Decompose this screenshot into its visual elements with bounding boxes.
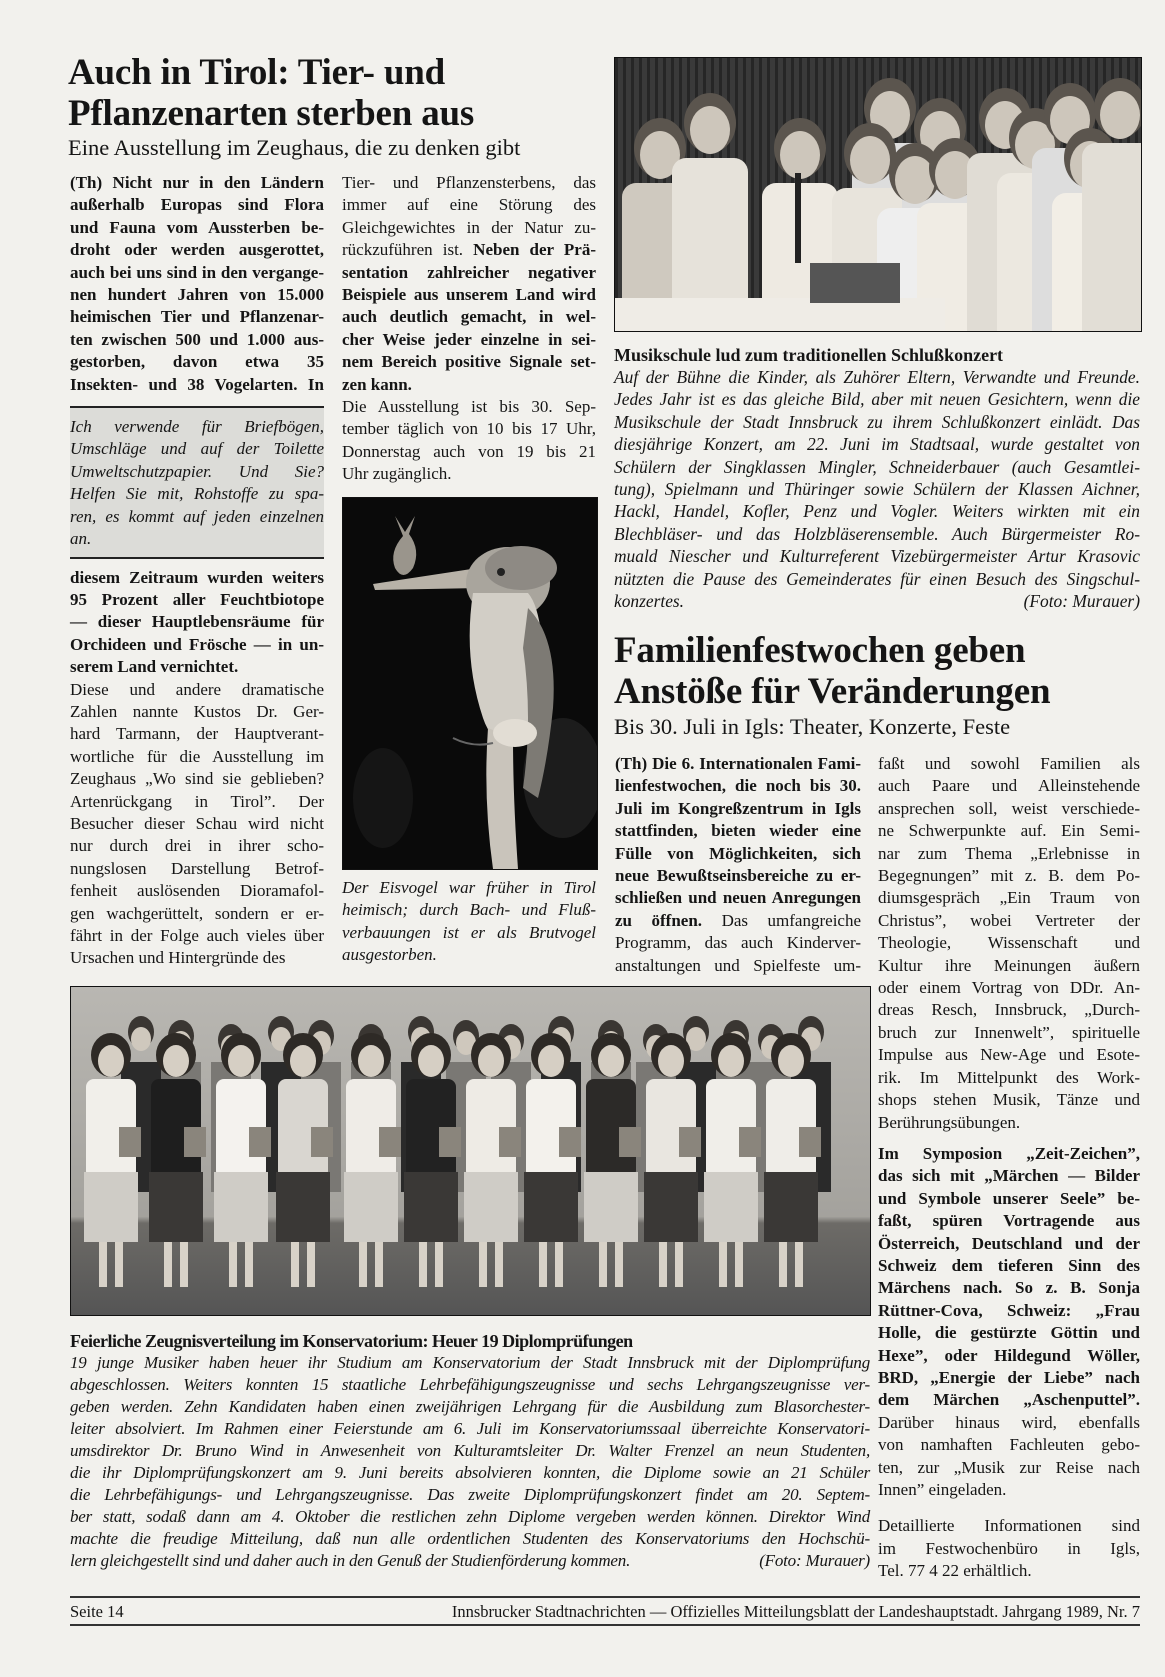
- text-line: [70, 351, 324, 373]
- text-segment: zen kann.: [342, 374, 412, 394]
- choir-caption-last-line: [614, 590, 1140, 612]
- text-line: [70, 903, 324, 925]
- text-segment: auch deutlich gemacht, in wel-: [342, 307, 596, 327]
- diploma: [184, 1127, 206, 1157]
- text-line: [878, 1300, 1140, 1322]
- text-segment: anstaltungen und Spielfeste um-: [615, 955, 861, 975]
- kingfisher-photo: [342, 497, 598, 870]
- article2-column-2: [878, 753, 1140, 1583]
- text-segment: Umweltschutzpapier. Und Sie?: [70, 461, 324, 481]
- text-line: [615, 887, 861, 909]
- text-line: [70, 835, 324, 857]
- text-line: [70, 194, 324, 216]
- text-line: [70, 172, 324, 194]
- text-line: [70, 791, 324, 813]
- page-number: Seite 14: [70, 1602, 124, 1621]
- text-segment: ansprechen soll, weist verschiede-: [878, 798, 1140, 818]
- text-segment: wortliche für die Ausstellung im: [70, 746, 324, 766]
- text-line: [70, 567, 324, 589]
- article1-title-line-1: Auch in Tirol: Tier- und: [68, 52, 445, 93]
- text-line: [70, 701, 324, 723]
- text-segment: diesem Zeitraum wurden weiters: [70, 567, 324, 587]
- photo-credit: (Foto: Murauer): [1023, 591, 1140, 612]
- text-line: [878, 1089, 1140, 1111]
- text-segment: serem Land vernichtet.: [70, 657, 239, 677]
- text-segment: und Fauna vom Aussterben be-: [70, 217, 324, 237]
- text-line: [70, 880, 324, 902]
- text-line: [615, 775, 861, 797]
- text-line: [342, 463, 596, 485]
- text-line: [614, 568, 1140, 590]
- text-line: [70, 723, 324, 745]
- text-segment: immer auf eine Störung des: [342, 195, 596, 215]
- text-segment: schließen und neuen Anregungen: [615, 888, 861, 908]
- text-segment: Holle, die gestürzte Göttin und: [878, 1323, 1140, 1343]
- text-line: [878, 820, 1140, 842]
- article1-subtitle: Eine Ausstellung im Zeughaus, die zu denken gibt: [68, 135, 521, 160]
- text-line: [70, 1374, 870, 1396]
- diploma: [249, 1127, 271, 1157]
- article2-symposion: [878, 1143, 1140, 1412]
- text-line: [342, 899, 596, 921]
- text-segment: ne Schwerpunkte auf. Ein Semi-: [878, 821, 1140, 841]
- kingfisher-image: [343, 498, 597, 869]
- article2-header: [614, 630, 1050, 740]
- text-segment: Schülern der Singklassen Mingler, Schneiderbauer (auch Gesamtlei-: [614, 456, 1140, 477]
- photo-credit: (Foto: Murauer): [759, 1551, 870, 1570]
- text-line: [70, 611, 324, 633]
- text-segment: Berührungsübungen.: [878, 1112, 1021, 1132]
- text-segment: Christus”, wobei Vertreter der: [878, 910, 1140, 930]
- text-segment: (Th) Die 6. Internationalen Fami-: [615, 754, 861, 773]
- text-segment: machte die freudige Mitteilung, daß nun alle ordentlichen Studenten des Konservatoriums den Hochschü-: [70, 1529, 870, 1548]
- text-segment: ausgestorben.: [342, 945, 437, 965]
- text-segment: dreas Resch, Innsbruck, „Durch-: [878, 1000, 1140, 1020]
- text-line: [342, 239, 596, 261]
- text-segment: Theologie, Wissenschaft und: [878, 933, 1140, 953]
- text-segment: — dieser Hauptlebensräume für: [70, 612, 324, 632]
- text-line: [70, 438, 324, 460]
- text-line: [878, 1022, 1140, 1044]
- text-line: [70, 329, 324, 351]
- diploma: [799, 1127, 821, 1157]
- conservatory-caption-end: lern gleichgestellt sind und daher auch in den Genuß der Studienförderung kommen.: [70, 1551, 631, 1570]
- text-line: [878, 1233, 1140, 1255]
- text-segment: Darüber hinaus wird, ebenfalls: [878, 1412, 1140, 1432]
- text-line: [342, 396, 596, 418]
- text-line: [342, 329, 596, 351]
- text-line: [615, 865, 861, 887]
- text-segment: Orchideen und Frösche — in un-: [70, 634, 324, 654]
- text-line: [70, 506, 324, 528]
- text-line: [614, 478, 1140, 500]
- text-segment: Artenrückgang in Tirol”. Der: [70, 791, 324, 811]
- text-segment: Tel. 77 4 22 erhältlich.: [878, 1561, 1032, 1581]
- text-line: [878, 1515, 1140, 1537]
- text-segment: nar zum Thema „Erlebnisse in: [878, 843, 1140, 863]
- choir-image: [615, 58, 1141, 331]
- text-segment: nur durch drei in ihrer scho-: [70, 836, 324, 856]
- text-line: [878, 798, 1140, 820]
- text-segment: Helfen Sie mit, Rohstoffe zu spa-: [70, 484, 324, 504]
- diploma: [559, 1127, 581, 1157]
- text-segment: Tier- und Pflanzensterbens, das: [342, 173, 596, 192]
- text-segment: Donnerstag auch von 19 bis 21: [342, 441, 596, 461]
- text-line: [70, 416, 324, 438]
- text-line: [70, 239, 324, 261]
- text-line: [70, 528, 324, 550]
- text-line: [615, 955, 861, 977]
- text-line: [615, 932, 861, 954]
- diploma: [311, 1127, 333, 1157]
- text-line: [615, 798, 861, 820]
- text-line: [878, 1479, 1140, 1501]
- text-segment: Märchens nach. So z. B. Sonja: [878, 1278, 1140, 1298]
- text-line: [70, 284, 324, 306]
- article1-header: [68, 52, 520, 161]
- quote-box: [70, 406, 324, 558]
- text-segment: droht oder werden ausgerottet,: [70, 240, 324, 260]
- text-line: [878, 887, 1140, 909]
- diploma: [379, 1127, 401, 1157]
- text-line: [342, 441, 596, 463]
- text-line: [70, 925, 324, 947]
- choir-caption: [614, 344, 1140, 612]
- text-segment: heimisch; durch Bach- und Fluß-: [342, 900, 596, 920]
- text-segment: auch Paare und Alleinstehende: [878, 776, 1140, 796]
- text-line: [878, 999, 1140, 1021]
- conservatory-group-photo: [70, 986, 871, 1316]
- text-segment: geben werden. Zehn Kandidaten haben einen zweijährigen Lehrgang für die Ausbildung zum Blasorchester-: [70, 1397, 870, 1416]
- text-segment: ten zwischen 500 und 1.000 aus-: [70, 329, 324, 349]
- article2-title-line-2: Anstöße für Veränderungen: [614, 671, 1051, 712]
- text-segment: dem Märchen „Aschenputtel”.: [878, 1390, 1140, 1410]
- text-segment: umsdirektor Dr. Bruno Wind in Anwesenheit von Kulturamtsleiter Dr. Walter Frenzel an neun Studenten,: [70, 1441, 870, 1460]
- text-line: [342, 306, 596, 328]
- text-segment: lienfestwochen, die noch bis 30.: [615, 776, 861, 796]
- text-segment: cher Weise jeder einzelne in sei-: [342, 329, 596, 349]
- article2-title-line-1: Familienfestwochen geben: [614, 630, 1026, 671]
- text-line: [70, 768, 324, 790]
- text-segment: bruch zur Innenwelt”, spirituelle: [878, 1022, 1140, 1042]
- text-segment: Diese und andere dramatische: [70, 679, 324, 699]
- text-line: [878, 1367, 1140, 1389]
- text-line: [878, 1538, 1140, 1560]
- text-line: [614, 366, 1140, 388]
- text-segment: Hackl, Handel, Kofler, Penz und Vogler. Weiters wirkten mit ein: [614, 501, 1140, 522]
- text-segment: nungslosen Darstellung Betrof-: [70, 858, 324, 878]
- text-line: [878, 865, 1140, 887]
- article1-body-col2: [342, 172, 596, 262]
- text-segment: Ich verwende für Briefbögen,: [70, 417, 324, 437]
- text-segment: faßt und sowohl Familien als: [878, 754, 1140, 773]
- text-line: [878, 1277, 1140, 1299]
- conservatory-headline: Feierliche Zeugnisverteilung im Konservatorium: Heuer 19 Diplomprüfungen: [70, 1331, 633, 1351]
- article1-intro: [70, 172, 324, 396]
- text-segment: Ursachen und Hintergründe des: [70, 948, 286, 968]
- text-line: [70, 1418, 870, 1440]
- article1-title-line-2: Pflanzenarten sterben aus: [68, 93, 475, 134]
- text-line: [70, 262, 324, 284]
- diploma: [739, 1127, 761, 1157]
- text-line: [615, 910, 861, 932]
- text-segment: stattfinden, bieten wieder eine: [615, 821, 861, 841]
- text-segment: Das umfangreiche: [702, 910, 862, 930]
- text-segment: gestorben, davon etwa 35: [70, 352, 324, 372]
- text-segment: Neben der Prä-: [473, 240, 597, 260]
- text-segment: Detaillierte Informationen sind: [878, 1516, 1140, 1536]
- text-line: [70, 374, 324, 396]
- text-segment: Blechbläser- und das Holzbläserensemble. Auch Bürgermeister Ro-: [614, 523, 1140, 544]
- text-line: [70, 306, 324, 328]
- text-line: [342, 262, 596, 284]
- article2-symposion-continued: [878, 1412, 1140, 1502]
- text-segment: Programm, das auch Kinderver-: [615, 933, 861, 953]
- text-segment: rückzuführen ist.: [342, 240, 474, 260]
- text-segment: rik. Im Mittelpunkt des Work-: [878, 1067, 1140, 1087]
- text-segment: sentation zahlreicher negativer: [342, 262, 596, 282]
- article1-column-1: [70, 172, 324, 970]
- text-line: [878, 1067, 1140, 1089]
- text-segment: verbauungen ist er als Brutvogel: [342, 922, 596, 942]
- text-line: [878, 1412, 1140, 1434]
- text-line: [615, 820, 861, 842]
- text-line: [342, 418, 596, 440]
- text-line: [878, 1389, 1140, 1411]
- footer-top-rule: [70, 1596, 1140, 1598]
- text-segment: hard Tarmann, der Hauptverant-: [70, 724, 324, 744]
- text-line: [342, 284, 596, 306]
- conservatory-caption-text: [70, 1352, 870, 1550]
- diploma: [679, 1127, 701, 1157]
- text-segment: Juli im Kongreßzentrum in Igls: [615, 798, 861, 818]
- text-segment: Begegnungen” mit z. B. dem Po-: [878, 866, 1140, 886]
- text-segment: an.: [70, 529, 92, 549]
- text-line: [70, 461, 324, 483]
- text-line: [878, 1322, 1140, 1344]
- text-segment: nen hundert Jahren von 15.000: [70, 285, 324, 305]
- text-segment: diumsgespräch „Ein Traum von: [878, 888, 1140, 908]
- text-segment: Auf der Bühne die Kinder, als Zuhörer Eltern, Verwandte und Freunde.: [614, 367, 1140, 387]
- text-segment: die ihr Diplomprüfungskonzert am 9. Juni bereits absolvieren konnten, die Diplome sowie an 21 Schüler: [70, 1463, 870, 1482]
- text-line: [70, 813, 324, 835]
- text-line: [878, 1434, 1140, 1456]
- text-line: [70, 589, 324, 611]
- text-line: [614, 545, 1140, 567]
- page-footer: [70, 1602, 1140, 1622]
- text-segment: nützten die Pause des Gemeinderates für einen Besuch des Singschul-: [614, 568, 1140, 589]
- text-segment: Uhr zugänglich.: [342, 464, 452, 484]
- article1-highlight: [342, 262, 596, 396]
- text-line: [342, 217, 596, 239]
- choir-headline: Musikschule lud zum traditionellen Schlußkonzert: [614, 345, 1004, 365]
- text-line: [878, 1165, 1140, 1187]
- text-segment: BRD, „Energie der Liebe” nach: [878, 1367, 1140, 1387]
- text-line: [70, 1462, 870, 1484]
- article2-column-1: [615, 753, 861, 977]
- text-segment: im Festwochenbüro in Igls,: [878, 1538, 1140, 1558]
- text-line: [615, 843, 861, 865]
- text-line: [342, 922, 596, 944]
- text-line: [878, 955, 1140, 977]
- article2-subtitle: Bis 30. Juli in Igls: Theater, Konzerte, Feste: [614, 714, 1011, 739]
- text-segment: shops stehen Musik, Tänze und: [878, 1090, 1140, 1110]
- text-segment: diesjährige Konzert, am 22. Juni im Stadtsaal, wurde gestaltet von: [614, 434, 1140, 455]
- text-line: [614, 523, 1140, 545]
- text-line: [878, 1044, 1140, 1066]
- text-line: [878, 1143, 1140, 1165]
- text-segment: Im Symposion „Zeit-Zeichen”,: [878, 1143, 1140, 1163]
- text-segment: Innen” eingeladen.: [878, 1480, 1007, 1499]
- text-line: [614, 456, 1140, 478]
- text-line: [614, 411, 1140, 433]
- diploma: [439, 1127, 461, 1157]
- article2-contact-info: [878, 1515, 1140, 1582]
- text-segment: und Symbole unserer Seele” be-: [878, 1188, 1140, 1208]
- text-line: [878, 843, 1140, 865]
- text-line: [614, 500, 1140, 522]
- text-line: [342, 351, 596, 373]
- text-line: [878, 775, 1140, 797]
- text-segment: tember täglich von 10 bis 17 Uhr,: [342, 419, 596, 439]
- text-line: [70, 1528, 870, 1550]
- text-segment: Jedes Jahr ist es das gleiche Bild, aber mit neuen Gesichtern, wenn die: [614, 389, 1140, 410]
- text-line: [70, 858, 324, 880]
- conservatory-caption: [70, 1330, 870, 1572]
- text-segment: Schweiz dem tieferen Sinn des: [878, 1255, 1140, 1275]
- text-line: [342, 172, 596, 194]
- article1-opening-hours: [342, 396, 596, 486]
- text-line: [70, 483, 324, 505]
- conservatory-caption-last-line: [70, 1550, 870, 1572]
- article2-program: [878, 753, 1140, 1134]
- text-segment: außerhalb Europas sind Flora: [70, 195, 324, 215]
- text-line: [614, 388, 1140, 410]
- article1-column-2: [342, 172, 596, 486]
- text-segment: die Lehrbefähigungs- und Lehrgangszeugnisse. Das zweite Diplomprüfungskonzert findet am 20. Septem-: [70, 1485, 870, 1504]
- text-line: [878, 1560, 1140, 1582]
- text-segment: ren, es kommt auf jeden einzelnen: [70, 506, 324, 526]
- text-line: [342, 194, 596, 216]
- text-segment: 19 junge Musiker haben heuer ihr Studium am Konservatorium der Stadt Innsbruck mit der Diplomprüfung: [70, 1353, 870, 1372]
- text-segment: leiter absolviert. Im Rahmen einer Feierstunde am 6. Juli im Konservatoriumssaal überreichte Konservatori-: [70, 1419, 870, 1438]
- text-line: [878, 910, 1140, 932]
- footer-bottom-rule: [70, 1624, 1140, 1626]
- text-segment: Rüttner-Cova, Schweiz: „Frau: [878, 1300, 1140, 1320]
- text-line: [70, 1396, 870, 1418]
- text-segment: 95 Prozent aller Feuchtbiotope: [70, 589, 324, 609]
- conservatory-group-image: [71, 987, 870, 1315]
- text-segment: fährt in der Folge auch vieles über: [70, 926, 324, 945]
- text-segment: fenheit auslösenden Dioramafol-: [70, 881, 324, 901]
- text-line: [70, 217, 324, 239]
- text-segment: muald Niescher und Kulturreferent Vizebürgermeister Artur Krasovic: [614, 546, 1140, 567]
- text-segment: Beispiele aus unserem Land wird: [342, 285, 596, 305]
- text-segment: auch bei uns sind in den vergange-: [70, 262, 324, 282]
- text-line: [878, 932, 1140, 954]
- text-line: [342, 944, 596, 966]
- text-segment: von namhaften Fachleuten gebo-: [878, 1435, 1140, 1455]
- text-line: [878, 977, 1140, 999]
- text-segment: das sich mit „Märchen — Bilder: [878, 1166, 1140, 1186]
- text-line: [878, 1345, 1140, 1367]
- diploma: [499, 1127, 521, 1157]
- text-segment: heimischen Tier und Pflanzenar-: [70, 307, 324, 327]
- text-line: [70, 947, 324, 969]
- text-segment: Impulse aus New-Age und Esote-: [878, 1045, 1140, 1065]
- text-segment: Insekten- und 38 Vogelarten. In: [70, 374, 324, 394]
- text-line: [70, 656, 324, 678]
- text-segment: Hexe”, oder Hildegund Wöller,: [878, 1345, 1140, 1365]
- tie: [795, 173, 801, 263]
- text-line: [70, 1352, 870, 1374]
- text-line: [878, 1188, 1140, 1210]
- text-segment: Österreich, Deutschland und der: [878, 1233, 1140, 1253]
- text-line: [878, 1457, 1140, 1479]
- text-segment: Fülle von Möglichkeiten, sich: [615, 843, 861, 863]
- text-segment: Der Eisvogel war früher in Tirol: [342, 878, 596, 897]
- text-segment: abgeschlossen. Weiters konnten 15 staatliche Lehrbefähigungszeugnisse und sechs Lehrgangszeugnisse ver-: [70, 1375, 870, 1394]
- text-segment: Zeughaus „Wo sind sie geblieben?: [70, 769, 324, 789]
- text-line: [70, 1484, 870, 1506]
- text-segment: nem Bereich positive Signale set-: [342, 352, 596, 372]
- text-line: [878, 1255, 1140, 1277]
- text-line: [615, 753, 861, 775]
- text-segment: ten, zur „Musik zur Reise nach: [878, 1457, 1140, 1477]
- article2-body: [615, 910, 861, 977]
- text-line: [342, 877, 596, 899]
- kingfisher-caption: [342, 877, 596, 967]
- text-segment: gen wachgerüttelt, sondern er er-: [70, 903, 324, 923]
- music-stand: [810, 263, 900, 303]
- text-segment: Musikschule der Stadt Innsbruck zu ihrem Schlußkonzert einlädt. Das: [614, 411, 1140, 432]
- article2-intro: [615, 753, 861, 910]
- text-segment: zu öffnen.: [615, 910, 703, 930]
- diploma: [119, 1127, 141, 1157]
- text-line: [342, 374, 596, 396]
- text-segment: Die Ausstellung ist bis 30. Sep-: [342, 397, 596, 417]
- text-line: [70, 634, 324, 656]
- text-segment: Kultur ihre Meinungen äußern: [878, 955, 1140, 975]
- text-segment: faßt, spüren Vortragende aus: [878, 1211, 1140, 1231]
- choir-photo: [614, 57, 1142, 332]
- text-segment: (Th) Nicht nur in den Ländern: [70, 173, 324, 192]
- text-line: [614, 433, 1140, 455]
- masthead: Innsbrucker Stadtnachrichten — Offizielles Mitteilungsblatt der Landeshauptstadt. Jahrgang 1989, Nr. 7: [451, 1602, 1140, 1621]
- text-segment: Besucher dieser Schau wird nicht: [70, 813, 324, 833]
- text-segment: neue Bewußtseinsbereiche zu er-: [615, 866, 861, 886]
- article1-body: [70, 679, 324, 970]
- text-segment: ber statt, sodaß dann am 4. Oktober die restlichen zehn Diplome vergeben werden können. Direktor Wind: [70, 1507, 870, 1526]
- text-segment: Zahlen nannte Kustos Dr. Ger-: [70, 701, 324, 721]
- text-line: [70, 746, 324, 768]
- text-line: [878, 1112, 1140, 1134]
- choir-caption-text: [614, 366, 1140, 590]
- text-segment: Umschläge und auf der Toilette: [70, 439, 324, 459]
- text-line: [878, 753, 1140, 775]
- text-segment: Gleichgewichtes in der Natur zu-: [342, 217, 596, 237]
- text-segment: tung), Spielmann und Thüringer sowie Schülern der Klassen Aichner,: [614, 479, 1140, 500]
- choir-caption-end: konzertes.: [614, 591, 685, 612]
- diploma: [619, 1127, 641, 1157]
- text-line: [70, 1506, 870, 1528]
- text-line: [878, 1210, 1140, 1232]
- article1-intro-continued: [70, 567, 324, 679]
- text-line: [70, 679, 324, 701]
- text-segment: oder einem Vortrag von DDr. An-: [878, 978, 1140, 998]
- text-line: [70, 1440, 870, 1462]
